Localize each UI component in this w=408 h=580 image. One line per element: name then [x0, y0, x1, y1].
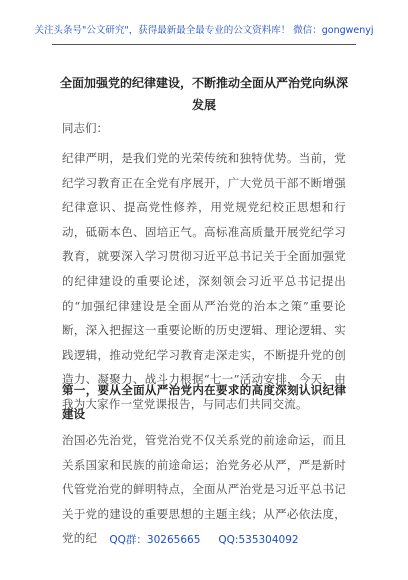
footer-qq-group: QQ群：30265665 — [109, 534, 201, 546]
footer-qq: QQ:535304092 — [218, 534, 299, 546]
body-paragraph-1: 纪律严明，是我们党的光荣传统和独特优势。当前，党纪学习教育正在全党有序展开，广大党员干部不断增强纪律意识、提高党性修养，用党规党纪校正思想和行动，砥砺本色、固培正气。高标准高质量开展党纪学习教育，就要深入学习贯彻习近平总书记关于全面加强党的纪律建设的重要论述，深刻领会习近平总书记提出的“加强纪律建设是全面从严治党的治本之策”重要论断，深入把握这一重要论断的历史逻辑、理论逻辑、实践逻辑，推动党纪学习教育走深走实，不断提升党的创造力、凝聚力、战斗力根据“七一”活动安排，今天，由我为大家作一堂党课报告，与同志们共同交流。 — [62, 151, 346, 411]
header-banner: 关注头条号"公文研究"，获得最新最全最专业的公文资料库！ 微信：gongwenyj — [34, 25, 374, 36]
salutation: 同志们： — [62, 121, 108, 135]
footer-contact — [0, 533, 408, 547]
header-divider — [52, 44, 356, 45]
body-paragraph-2: 治国必先治党，管党治党不仅关系党的前途命运，而且关系国家和民族的前途命运；治党务必从严，严是新时代管党治党的鲜明特点，全面从严治党是习近平总书记关于党的建设的重要思想的主题主线；从严必依法度，党的纪 — [62, 433, 346, 546]
document-title: 全面加强党的纪律建设，不断推动全面从严治党向纵深发展 — [59, 76, 348, 112]
section-heading: 第一，要从全面从严治党内在要求的高度深刻认识纪律建设 — [62, 383, 346, 421]
